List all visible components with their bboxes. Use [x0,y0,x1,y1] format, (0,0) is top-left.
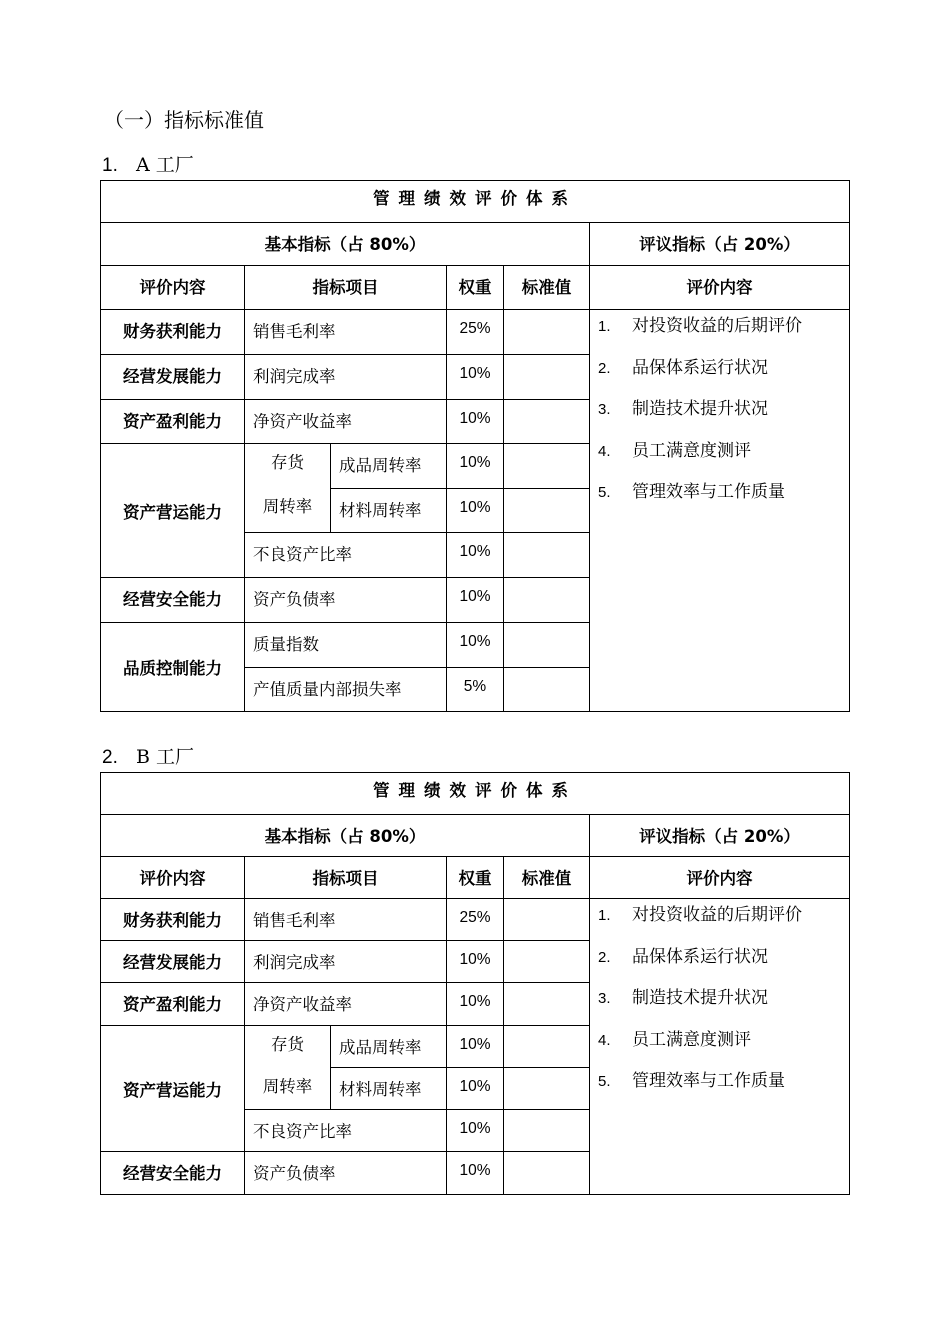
item-cell: 资产负债率 [245,578,447,623]
factory-a-number: 1. [102,155,118,176]
standard-value-cell [504,310,590,355]
column-header-weight: 权重 [447,857,504,899]
standard-value-cell [504,578,590,623]
category-cell: 品质控制能力 [101,623,245,712]
weight-cell: 25% [447,310,504,355]
column-header-review-content: 评价内容 [590,266,850,310]
standard-value-cell [504,1110,590,1152]
list-text: 对投资收益的后期评价 [632,316,802,336]
table-title: 管理绩效评价体系 [101,181,850,223]
column-header-content: 评价内容 [101,857,245,899]
weight-cell: 10% [447,444,504,489]
list-item [598,1030,849,1072]
column-header-standard: 标准值 [504,857,590,899]
category-cell: 资产营运能力 [101,1026,245,1152]
list-item [598,358,849,400]
weight-cell: 10% [447,533,504,578]
list-number: 3. [598,401,611,418]
list-number: 3. [598,990,611,1007]
list-number: 4. [598,442,611,460]
list-item [598,399,849,441]
list-number: 5. [598,1073,611,1090]
item-cell: 质量指数 [245,623,447,668]
review-indicators-header: 评议指标（占 20%） [590,223,850,266]
list-item [598,482,849,524]
category-cell: 资产盈利能力 [101,983,245,1026]
list-text: 品保体系运行状况 [632,946,768,967]
item-cell: 利润完成率 [245,941,447,983]
item-cell: 利润完成率 [245,355,447,400]
standard-value-cell [504,899,590,941]
table-title: 管理绩效评价体系 [101,773,850,815]
item-cell: 成品周转率 [331,444,447,489]
factory-b-number: 2. [102,747,118,768]
list-text: 管理效率与工作质量 [632,1071,785,1091]
item-cell: 销售毛利率 [245,899,447,941]
item-cell: 成品周转率 [331,1026,447,1068]
list-text: 员工满意度测评 [632,440,751,461]
list-text: 员工满意度测评 [632,1029,751,1050]
list-item [598,988,849,1030]
group-label-bottom: 周转率 [262,497,313,516]
basic-indicators-header: 基本指标（占 80%） [101,223,590,266]
review-items-cell [590,899,850,1195]
list-item [598,316,849,358]
table-row [101,310,850,355]
list-number: 5. [598,484,611,501]
group-label-bottom: 周转率 [262,1077,313,1096]
weight-cell: 10% [447,400,504,444]
standard-value-cell [504,400,590,444]
review-indicators-header: 评议指标（占 20%） [590,815,850,857]
factory-b-label [102,742,194,769]
weight-cell: 10% [447,578,504,623]
list-number: 1. [598,318,611,335]
list-number: 1. [598,907,611,924]
item-cell: 资产负债率 [245,1152,447,1195]
column-header-standard: 标准值 [504,266,590,310]
item-cell: 材料周转率 [331,1068,447,1110]
standard-value-cell [504,623,590,668]
weight-cell: 10% [447,355,504,400]
category-cell: 经营发展能力 [101,941,245,983]
group-label-top: 存货 [271,1035,304,1054]
list-number: 2. [598,948,611,966]
weight-cell: 10% [447,1110,504,1152]
standard-value-cell [504,1026,590,1068]
factory-b-name: B 工厂 [136,746,195,768]
standard-value-cell [504,983,590,1026]
item-cell: 不良资产比率 [245,533,447,578]
category-cell: 资产盈利能力 [101,400,245,444]
list-text: 制造技术提升状况 [632,988,768,1008]
table-row [101,899,850,941]
group-label-top: 存货 [271,453,304,472]
standard-value-cell [504,941,590,983]
section-heading: （一）指标标准值 [104,108,264,132]
category-cell: 经营安全能力 [101,1152,245,1195]
category-cell: 经营安全能力 [101,578,245,623]
weight-cell: 10% [447,983,504,1026]
list-text: 管理效率与工作质量 [632,482,785,502]
factory-a-label [102,150,194,177]
category-cell: 经营发展能力 [101,355,245,400]
list-item [598,1071,849,1113]
standard-value-cell [504,355,590,400]
column-header-item: 指标项目 [245,266,447,310]
weight-cell: 10% [447,489,504,533]
column-header-item: 指标项目 [245,857,447,899]
factory-a-name: A 工厂 [136,154,194,176]
review-list [590,899,849,1113]
standard-value-cell [504,444,590,489]
standard-value-cell [504,668,590,712]
weight-cell: 25% [447,899,504,941]
list-text: 对投资收益的后期评价 [632,905,802,925]
item-cell: 净资产收益率 [245,983,447,1026]
item-cell: 不良资产比率 [245,1110,447,1152]
factory-a-evaluation-table [100,180,850,712]
column-header-content: 评价内容 [101,266,245,310]
list-item [598,905,849,947]
list-text: 制造技术提升状况 [632,399,768,419]
inventory-turnover-group-cell [245,1026,331,1110]
item-cell: 产值质量内部损失率 [245,668,447,712]
standard-value-cell [504,489,590,533]
standard-value-cell [504,1152,590,1195]
standard-value-cell [504,1068,590,1110]
basic-indicators-header: 基本指标（占 80%） [101,815,590,857]
column-header-weight: 权重 [447,266,504,310]
list-item [598,947,849,989]
weight-cell: 10% [447,941,504,983]
review-list [590,310,849,524]
list-number: 4. [598,1031,611,1049]
list-number: 2. [598,359,611,377]
item-cell: 材料周转率 [331,489,447,533]
category-cell: 财务获利能力 [101,899,245,941]
list-text: 品保体系运行状况 [632,357,768,378]
list-item [598,441,849,483]
weight-cell: 10% [447,1026,504,1068]
weight-cell: 10% [447,1152,504,1195]
weight-cell: 10% [447,623,504,668]
item-cell: 销售毛利率 [245,310,447,355]
inventory-turnover-group-cell [245,444,331,533]
column-header-review-content: 评价内容 [590,857,850,899]
category-cell: 资产营运能力 [101,444,245,578]
factory-b-evaluation-table [100,772,850,1195]
weight-cell: 5% [447,668,504,712]
review-items-cell [590,310,850,712]
category-cell: 财务获利能力 [101,310,245,355]
weight-cell: 10% [447,1068,504,1110]
item-cell: 净资产收益率 [245,400,447,444]
standard-value-cell [504,533,590,578]
